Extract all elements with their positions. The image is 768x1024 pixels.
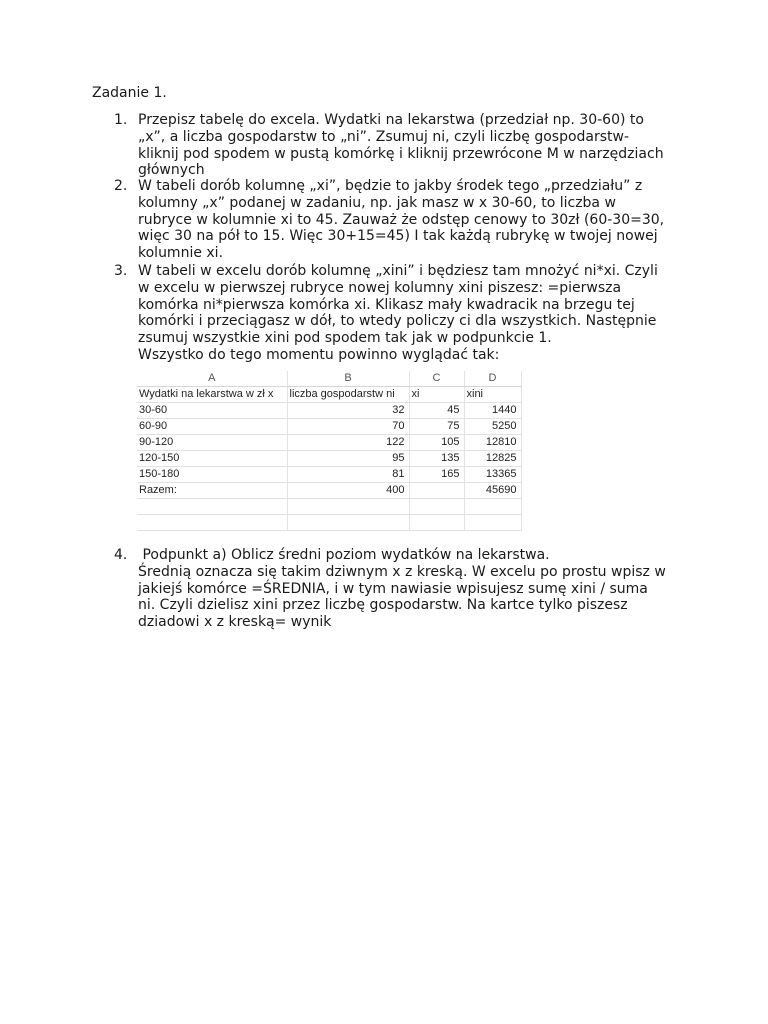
- header-cell: Wydatki na lekarstwa w zł x: [137, 387, 287, 403]
- table-cell: [409, 499, 464, 515]
- list-item-1: [114, 112, 678, 179]
- table-cell: 32: [287, 403, 409, 419]
- table-cell: 120-150: [137, 451, 287, 467]
- table-row: [137, 499, 521, 515]
- table-cell: 12810: [464, 435, 521, 451]
- table-cell: 45690: [464, 483, 521, 499]
- table-cell: [287, 515, 409, 531]
- column-letter: B: [287, 371, 409, 387]
- item-line: komórki i przeciągasz w dół, to wtedy policzy ci dla wszystkich. Następnie: [138, 313, 657, 330]
- table-cell: [137, 499, 287, 515]
- item-line: kolumnie xi.: [138, 245, 224, 261]
- item-line: zsumuj wszystkie xini pod spodem tak jak w podpunkcie 1.: [138, 330, 552, 346]
- header-cell: xini: [464, 387, 521, 403]
- table-row: [137, 419, 521, 435]
- table-cell: [409, 483, 464, 499]
- table-row: [137, 403, 521, 419]
- item-line: rubryce w kolumnie xi to 45. Zauważ że odstęp cenowy to 30zł (60-30=30,: [138, 211, 665, 228]
- table-cell: 165: [409, 467, 464, 483]
- column-letter: A: [137, 371, 287, 387]
- table-cell: 122: [287, 435, 409, 451]
- item-line: „x”, a liczba gospodarstw to „ni”. Zsumuj ni, czyli liczbę gospodarstw-: [138, 128, 630, 145]
- table-cell: [287, 499, 409, 515]
- item-line: Podpunkt a) Oblicz średni poziom wydatków na lekarstwa.: [138, 547, 550, 563]
- table-cell: Razem:: [137, 483, 287, 499]
- list-number: 1.: [114, 112, 128, 128]
- table-cell: 135: [409, 451, 464, 467]
- item-line: Wszystko do tego momentu powinno wyglądać tak:: [138, 346, 500, 363]
- table-cell: [409, 515, 464, 531]
- item-line: kolumny „x” podanej w zadaniu, np. jak masz w x 30-60, to liczba w: [138, 194, 616, 211]
- table-cell: [464, 515, 521, 531]
- header-cell: xi: [409, 387, 464, 403]
- table-cell: 400: [287, 483, 409, 499]
- item-line: głównych: [138, 162, 205, 179]
- item-line: Średnią oznacza się takim dziwnym x z kreską. W excelu po prostu wpisz w: [138, 563, 666, 580]
- list-number: 4.: [114, 547, 128, 563]
- table-cell: 60-90: [137, 419, 287, 435]
- column-letter-row: [137, 371, 521, 387]
- item-line: komórka ni*pierwsza komórka xi. Klikasz mały kwadracik na brzegu tej: [138, 296, 635, 313]
- list-number: 3.: [114, 263, 128, 279]
- spreadsheet-table: [137, 371, 522, 531]
- table-cell: 150-180: [137, 467, 287, 483]
- table-cell: 95: [287, 451, 409, 467]
- item-line: w excelu w pierwszej rubryce nowej kolumny xini piszesz: =pierwsza: [138, 279, 622, 296]
- column-letter: C: [409, 371, 464, 387]
- item-line: dziadowi x z kreską= wynik: [138, 614, 332, 630]
- table-cell: 105: [409, 435, 464, 451]
- column-letter: D: [464, 371, 521, 387]
- table-cell: 12825: [464, 451, 521, 467]
- table-cell: 45: [409, 403, 464, 419]
- table-cell: 5250: [464, 419, 521, 435]
- table-row: [137, 435, 521, 451]
- table-cell: 70: [287, 419, 409, 435]
- item-line: kliknij pod spodem w pustą komórkę i kliknij przewrócone M w narzędziach: [138, 145, 664, 162]
- list-item-3: [114, 263, 678, 364]
- table-cell: 75: [409, 419, 464, 435]
- list-item-2: [114, 178, 678, 262]
- table-cell: [464, 499, 521, 515]
- item-line: jakiejś komórce =ŚREDNIA, i w tym nawiasie wpisujesz sumę xini / suma: [138, 580, 648, 597]
- excel-screenshot: [137, 371, 523, 531]
- table-row: [137, 467, 521, 483]
- table-cell: [137, 515, 287, 531]
- total-row: [137, 483, 521, 499]
- table-cell: 30-60: [137, 403, 287, 419]
- table-row: [137, 451, 521, 467]
- header-row: [137, 387, 521, 403]
- document-title: Zadanie 1.: [92, 85, 167, 101]
- table-cell: 90-120: [137, 435, 287, 451]
- item-line: więc 30 na pół to 15. Więc 30+15=45) I tak każdą rubrykę w twojej nowej: [138, 228, 658, 245]
- list-number: 2.: [114, 178, 128, 194]
- table-cell: 13365: [464, 467, 521, 483]
- table-row: [137, 515, 521, 531]
- table-cell: 1440: [464, 403, 521, 419]
- item-line: W tabeli dorób kolumnę „xi”, będzie to jakby środek tego „przedziału” z: [138, 178, 643, 194]
- item-line: Przepisz tabelę do excela. Wydatki na lekarstwa (przedział np. 30-60) to: [138, 112, 644, 128]
- list-item-4: [114, 547, 678, 631]
- item-line: W tabeli w excelu dorób kolumnę „xini” i będziesz tam mnożyć ni*xi. Czyli: [138, 263, 658, 279]
- header-cell: liczba gospodarstw ni: [287, 387, 409, 403]
- item-line: ni. Czyli dzielisz xini przez liczbę gospodarstw. Na kartce tylko piszesz: [138, 597, 628, 614]
- table-cell: 81: [287, 467, 409, 483]
